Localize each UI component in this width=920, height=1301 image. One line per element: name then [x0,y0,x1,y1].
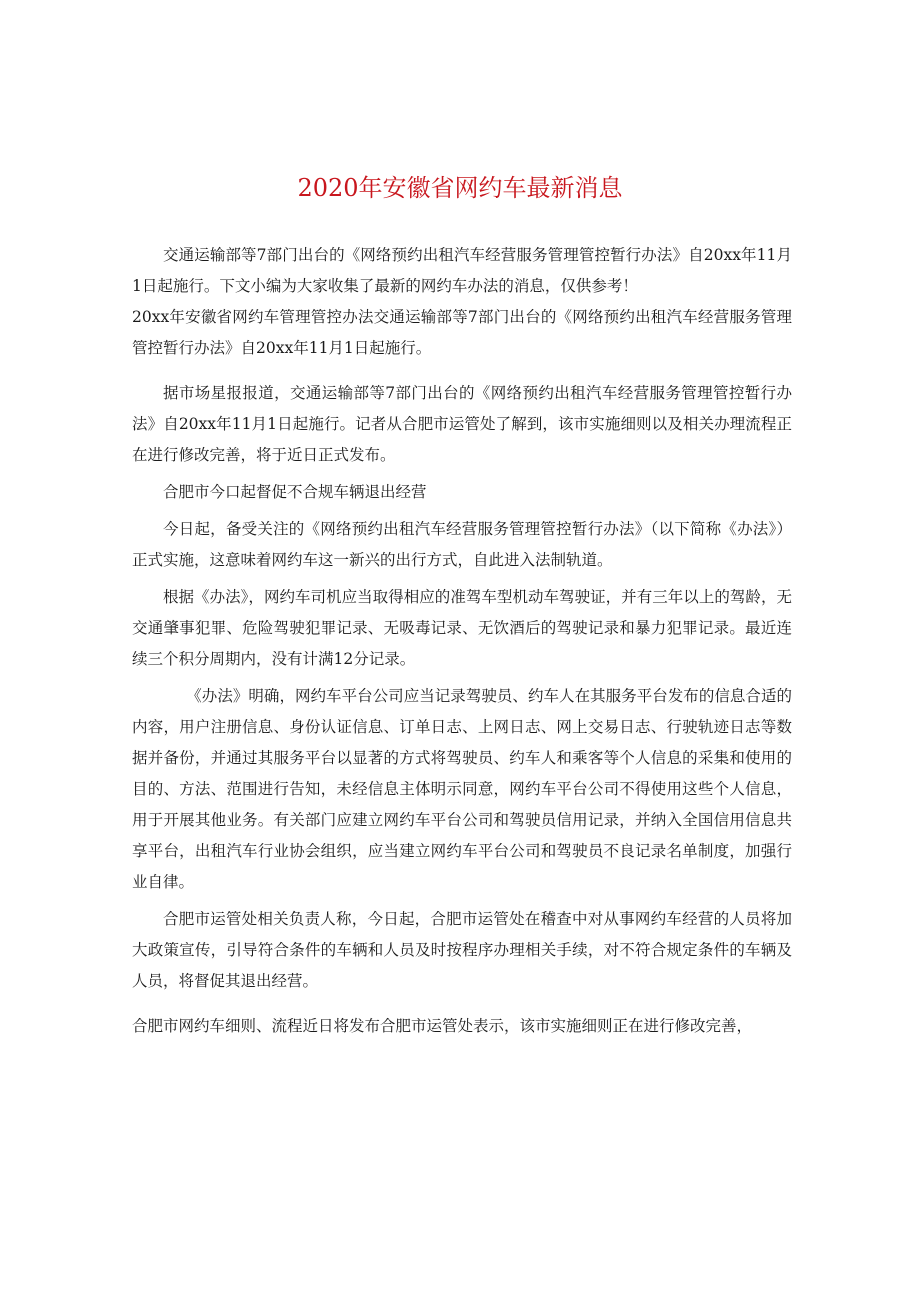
law-heading: 20xx年安徽省网约车管理管控办法 [132,308,374,326]
paragraph-report: 据市场星报报道，交通运输部等7部门出台的《网络预约出租汽车经营服务管理管控暂行办法》自20xx年11月1日起施行。记者从合肥市运管处了解到，该市实施细则以及相关办理流程正在进行修改完善，将于近日正式发布。 [132,384,792,464]
paragraph-platform-obligations: 《办法》明确，网约车平台公司应当记录驾驶员、约车人在其服务平台发布的信息合适的内容，用户注册信息、身份认证信息、订单日志、上网日志、网上交易日志、行驶轨迹日志等数据并备份，并通过其服务平台以显著的方式将驾驶员、约车人和乘客等个人信息的采集和使用的目的、方法、范围进行告知，未经信息主体明示同意，网约车平台公司不得使用这些个人信息，用于开展其他业务。有关部门应建立网约车平台公司和驾驶员信用记录，并纳入全国信用信息共享平台，出租汽车行业协会组织，应当建立网约车平台公司和驾驶员不良记录名单制度，加强行业自律。 [132,687,792,891]
paragraph-enforcement: 合肥市运管处相关负责人称，今日起，合肥市运管处在稽查中对从事网约车经营的人员将加大政策宣传，引导符合条件的车辆和人员及时按程序办理相关手续，对不符合规定条件的车辆及人员，将督促其退出经营。 [132,910,792,990]
paragraph-driver-requirements: 根据《办法》，网约车司机应当取得相应的准驾车型机动车驾驶证，并有三年以上的驾龄，无交通肇事犯罪、危险驾驶犯罪记录、无吸毒记录、无饮酒后的驾驶记录和暴力犯罪记录。最近连续三个积分周期内，没有计满12分记录。 [132,588,792,668]
paragraph-implementation: 今日起，备受关注的《网络预约出租汽车经营服务管理管控暂行办法》（以下简称《办法》）正式实施，这意味着网约车这一新兴的出行方式，自此进入法制轨道。 [132,520,792,569]
paragraph-rules-pending: 合肥市网约车细则、流程近日将发布合肥市运管处表示，该市实施细则正在进行修改完善， [132,1017,753,1035]
paragraph-intro: 交通运输部等7部门出台的《网络预约出租汽车经营服务管理管控暂行办法》自20xx年11月1日起施行。下文小编为大家收集了最新的网约车办法的消息，仅供参考！ [132,246,792,295]
document-title: 2020年安徽省网约车最新消息 [297,174,623,202]
document-body [132,240,792,1048]
law-heading-line [132,302,792,364]
paragraph-subheading: 合肥市今口起督促不合规车辆退出经营 [163,483,427,501]
law-text: 交通运输部等7部门出台的《网络预约出租汽车经营服务管理管控暂行办法》自20xx年11月1日起施行。 [132,308,792,357]
